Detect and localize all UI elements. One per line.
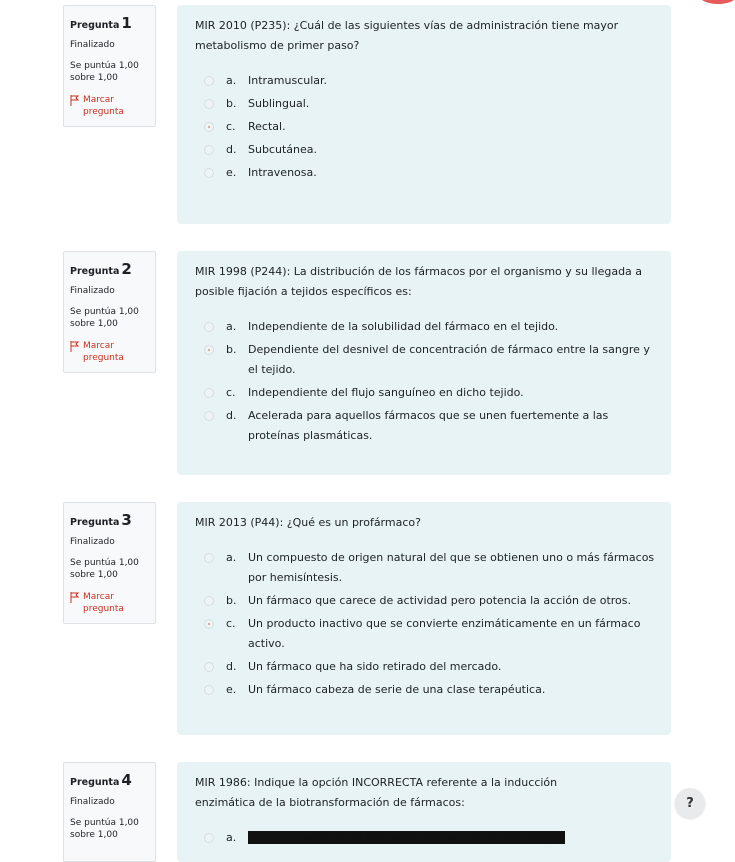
flag-icon (70, 592, 80, 603)
answer-list (195, 828, 655, 848)
question-number: Pregunta 4 (70, 771, 132, 789)
question-card-2 (177, 251, 671, 475)
question-text: MIR 2013 (P44): ¿Qué es un profármaco? (195, 516, 421, 529)
answer-option[interactable]: c. Independiente del flujo sanguíneo en dicho tejido. (195, 383, 655, 403)
answer-option-selected[interactable]: c. Rectal. (195, 117, 655, 137)
question-card-3 (177, 502, 671, 735)
help-button[interactable]: ? (675, 788, 705, 818)
flag-question-button[interactable] (70, 340, 149, 364)
radio-button-checked[interactable] (204, 122, 214, 132)
question-text: MIR 1998 (P244): La distribución de los fármacos por el organismo y su llegada a posible fijación a tejidos específicos es: (195, 265, 643, 298)
answer-option[interactable]: a. Independiente de la solubilidad del fármaco en el tejido. (195, 317, 655, 337)
radio-button[interactable] (204, 833, 214, 843)
answer-option[interactable]: d. Un fármaco que ha sido retirado del mercado. (195, 657, 655, 677)
flag-label: Marcar pregunta (83, 95, 124, 118)
flag-label: Marcar pregunta (83, 341, 124, 364)
radio-button[interactable] (204, 322, 214, 332)
answer-option[interactable]: a. Intramuscular. (195, 71, 655, 91)
question-number: Pregunta 2 (70, 260, 132, 278)
answer-option-selected[interactable]: b. Dependiente del desnivel de concentración de fármaco entre la sangre y el tejido. (195, 340, 655, 380)
question-grade: Se puntúa 1,00 sobre 1,00 (70, 818, 139, 841)
radio-button[interactable] (204, 76, 214, 86)
answer-option[interactable]: a. Un compuesto de origen natural del que se obtienen uno o más fármacos por hemisíntesis. (195, 548, 655, 588)
corner-decoration (698, 0, 735, 4)
radio-button[interactable] (204, 388, 214, 398)
radio-button[interactable] (204, 596, 214, 606)
answer-option[interactable]: b. Sublingual. (195, 94, 655, 114)
question-number: Pregunta 3 (70, 511, 132, 529)
question-info-1 (63, 5, 156, 127)
question-grade: Se puntúa 1,00 sobre 1,00 (70, 558, 139, 581)
radio-button-checked[interactable] (204, 345, 214, 355)
answer-option-selected[interactable]: c. Un producto inactivo que se convierte enzimáticamente en un fármaco activo. (195, 614, 655, 654)
question-state: Finalizado (70, 537, 115, 547)
question-state: Finalizado (70, 797, 115, 807)
answer-list (195, 71, 655, 183)
radio-button[interactable] (204, 145, 214, 155)
radio-button[interactable] (204, 99, 214, 109)
radio-button[interactable] (204, 411, 214, 421)
answer-option[interactable]: a. Es un mecanismo de tolerancia a la acción farmacológica (195, 828, 655, 848)
answer-option[interactable]: d. Acelerada para aquellos fármacos que se unen fuertemente a las proteínas plasmáticas. (195, 406, 655, 446)
flag-icon (70, 341, 80, 352)
question-info-3 (63, 502, 156, 624)
radio-button[interactable] (204, 685, 214, 695)
answer-option[interactable]: e. Intravenosa. (195, 163, 655, 183)
question-info-4 (63, 762, 156, 862)
radio-button[interactable] (204, 662, 214, 672)
answer-option[interactable]: e. Un fármaco cabeza de serie de una clase terapéutica. (195, 680, 655, 700)
radio-button[interactable] (204, 168, 214, 178)
question-text: MIR 1986: Indique la opción INCORRECTA referente a la inducción enzimática de la biotransformación de fármacos: (195, 776, 558, 809)
question-text: MIR 2010 (P235): ¿Cuál de las siguientes vías de administración tiene mayor metabolismo de primer paso? (195, 19, 619, 52)
answer-option[interactable]: b. Un fármaco que carece de actividad pero potencia la acción de otros. (195, 591, 655, 611)
flag-icon (70, 95, 80, 106)
radio-button-checked[interactable] (204, 619, 214, 629)
question-card-4 (177, 762, 671, 862)
question-card-1 (177, 5, 671, 224)
question-state: Finalizado (70, 286, 115, 296)
question-state: Finalizado (70, 40, 115, 50)
flag-label: Marcar pregunta (83, 592, 124, 615)
answer-option[interactable]: d. Subcutánea. (195, 140, 655, 160)
redacted-text: Es un mecanismo de tolerancia a la acción farmacológica (248, 831, 565, 844)
radio-button[interactable] (204, 553, 214, 563)
question-grade: Se puntúa 1,00 sobre 1,00 (70, 61, 139, 84)
answer-list (195, 317, 655, 446)
question-info-2 (63, 251, 156, 373)
question-grade: Se puntúa 1,00 sobre 1,00 (70, 307, 139, 330)
flag-question-button[interactable] (70, 94, 149, 118)
flag-question-button[interactable] (70, 591, 149, 615)
answer-list (195, 548, 655, 700)
question-number: Pregunta 1 (70, 14, 132, 32)
